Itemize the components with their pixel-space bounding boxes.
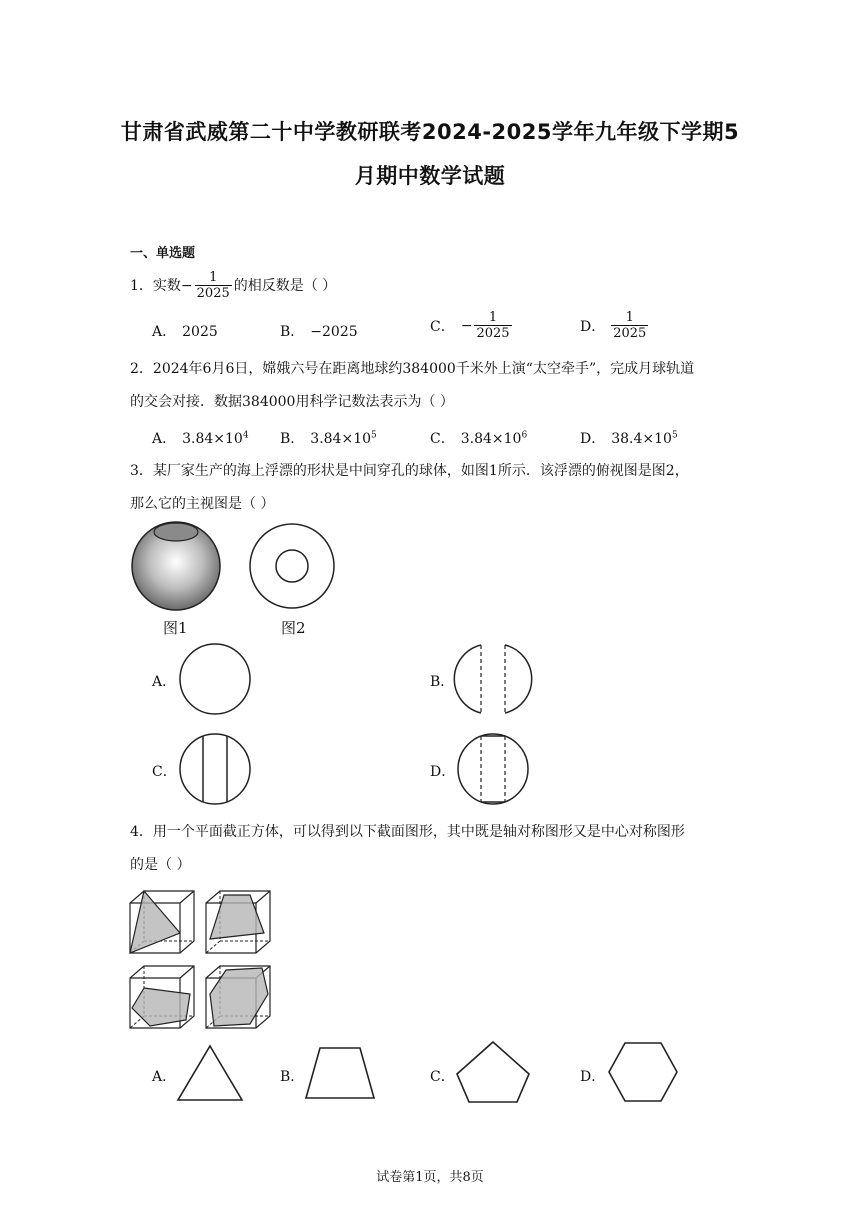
q1-c-fraction — [474, 310, 511, 341]
option-base: 3.84×10 — [310, 431, 372, 447]
q1-d-fraction — [611, 310, 648, 341]
q2-option-a — [152, 428, 249, 448]
option-label: D． — [580, 318, 606, 335]
option-label: B． — [280, 324, 305, 340]
option-label: A． — [152, 431, 177, 447]
q4-option-b-label: B． — [280, 1069, 305, 1085]
option-label: C． — [430, 318, 455, 335]
q3-line2: 那么它的主视图是（ ） — [130, 496, 275, 512]
q1-frac-den: 2025 — [196, 286, 230, 301]
option-exp: 5 — [671, 430, 678, 441]
page-title-line1: 甘肃省武威第二十中学教研联考2024-2025学年九年级下学期5 — [120, 120, 740, 144]
q4-option-a-triangle — [178, 1044, 244, 1102]
frac-den: 2025 — [476, 326, 510, 341]
q4-option-b-trapezoid — [305, 1046, 375, 1100]
q3-option-a-circle — [178, 642, 252, 716]
q4-option-c-label: C． — [430, 1069, 455, 1085]
q1-fraction — [195, 270, 232, 301]
q3-option-a-label: A． — [152, 674, 177, 690]
q4-option-a-label: A． — [152, 1069, 177, 1085]
frac-num: 1 — [488, 310, 498, 325]
q2-line1: 2．2024年6月6日，嫦娥六号在距离地球约384000千米外上演“太空牵手”，完成月球轨道 — [130, 361, 695, 377]
q3-option-c-label: C． — [152, 764, 177, 780]
q4-line2: 的是（ ） — [130, 857, 191, 873]
q1-option-b — [280, 321, 358, 341]
frac-num: 1 — [625, 310, 634, 325]
section-heading: 一、单选题 — [130, 246, 196, 261]
option-base: 3.84×10 — [460, 431, 522, 447]
q3-option-b-label: B． — [430, 674, 455, 690]
q4-option-d-hexagon — [607, 1041, 679, 1103]
q4-option-d-label: D． — [580, 1069, 606, 1085]
q3-line1: 3．某厂家生产的海上浮漂的形状是中间穿孔的球体，如图1所示．该浮漂的俯视图是图2， — [130, 463, 689, 479]
q3-option-c-circle-lines — [178, 732, 252, 806]
page-title-line2: 月期中数学试题 — [354, 164, 506, 188]
option-sign: − — [460, 317, 473, 334]
option-label: A． — [152, 324, 177, 340]
q2-option-b — [280, 428, 377, 448]
option-value: 2025 — [182, 324, 218, 340]
option-label: D． — [580, 431, 606, 447]
q1-frac-num: 1 — [209, 270, 218, 285]
q4-line1: 4．用一个平面截正方体，可以得到以下截面图形，其中既是轴对称图形又是中心对称图形 — [130, 824, 685, 840]
question-1 — [130, 270, 336, 301]
q1-option-d — [580, 310, 650, 341]
option-base: 3.84×10 — [182, 431, 243, 447]
q1-suffix: 的相反数是（ ） — [233, 277, 337, 294]
option-label: B． — [280, 431, 305, 447]
cube-section-triangle — [130, 889, 196, 955]
figure-1-sphere — [130, 520, 222, 612]
option-base: 38.4×10 — [611, 431, 672, 447]
q4-option-c-pentagon — [455, 1040, 531, 1104]
figure-1-caption: 图1 — [163, 619, 188, 637]
option-label: C． — [430, 431, 455, 447]
option-value: −2025 — [310, 324, 358, 340]
q1-option-a — [152, 321, 218, 341]
frac-den: 2025 — [613, 326, 647, 341]
q2-line2: 的交会对接．数据384000用科学记数法表示为（ ） — [130, 394, 454, 410]
q2-option-d — [580, 428, 678, 448]
q3-option-d-label: D． — [430, 764, 456, 780]
page-footer: 试卷第1页，共8页 — [376, 1170, 484, 1185]
q3-option-b-split-circle — [456, 642, 530, 716]
figure-2-caption: 图2 — [281, 619, 306, 637]
q3-option-d-circle-dashed — [456, 732, 530, 806]
q1-prefix: 1．实数 — [130, 277, 181, 294]
cube-section-hexagon — [206, 964, 272, 1030]
figure-2-ring — [248, 522, 336, 610]
option-exp: 5 — [371, 430, 377, 441]
cube-section-trapezoid — [206, 889, 272, 955]
option-exp: 6 — [521, 430, 528, 441]
q1-option-c — [430, 310, 514, 341]
q2-option-c — [430, 428, 527, 448]
option-exp: 4 — [242, 430, 249, 441]
cube-section-pentagon — [130, 964, 196, 1030]
q1-sign: − — [180, 277, 193, 294]
